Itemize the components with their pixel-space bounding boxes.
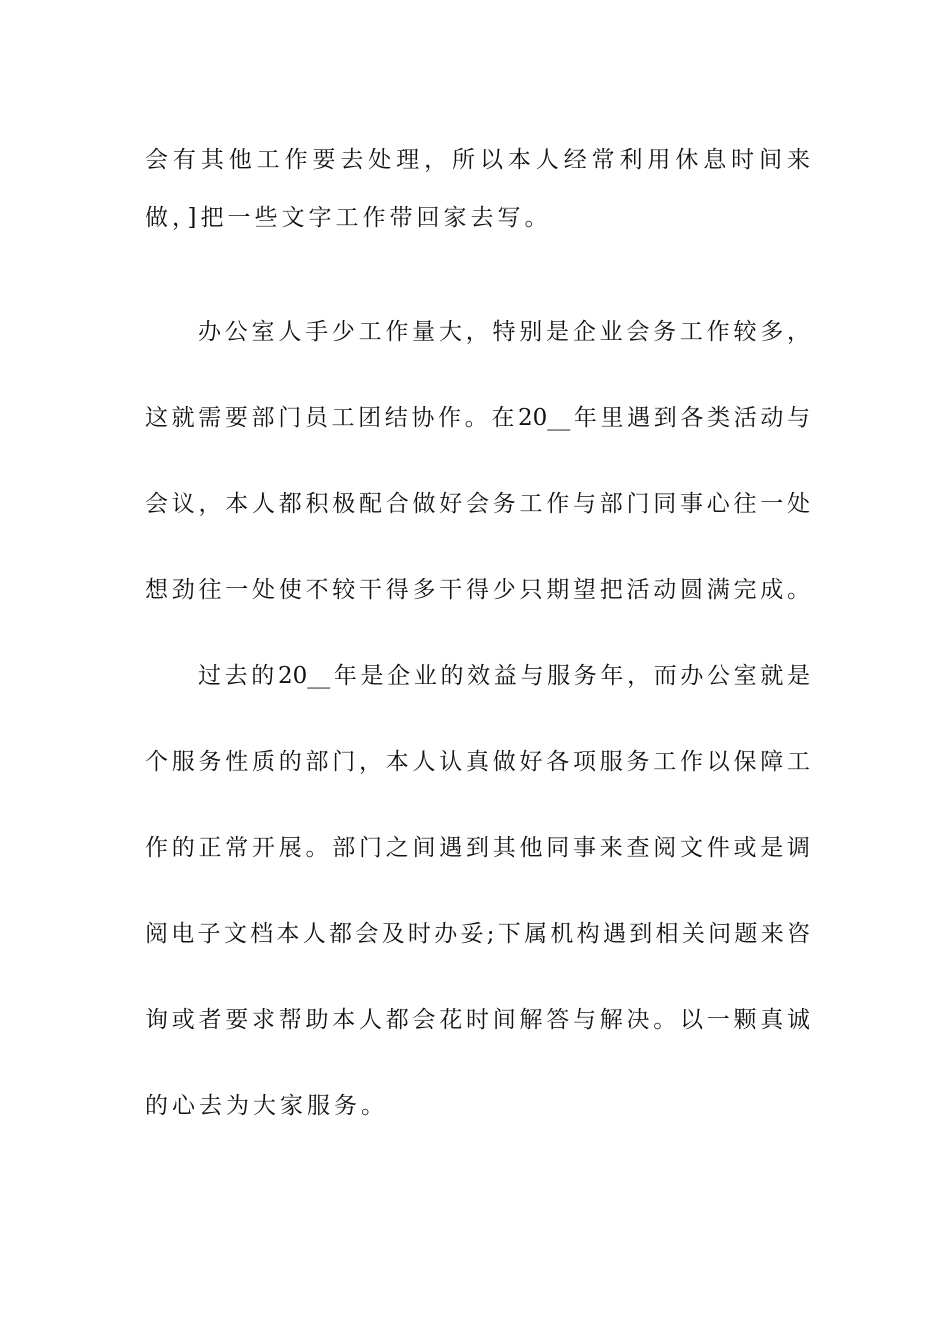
paragraph-1-line-1: 会有其他工作要去处理，所以本人经常利用休息时间来: [145, 147, 810, 173]
paragraph-3-line-3: 作的正常开展。部门之间遇到其他同事来查阅文件或是调: [145, 835, 810, 861]
paragraph-2-line-3: 会议，本人都积极配合做好会务工作与部门同事心往一处: [145, 491, 810, 517]
paragraph-1-line-2: 做，]把一些文字工作带回家去写。: [145, 205, 552, 231]
paragraph-3-line-6: 的心去为大家服务。: [145, 1093, 388, 1119]
paragraph-2-line-1: 办公室人手少工作量大，特别是企业会务工作较多，: [198, 319, 810, 345]
paragraph-3-line-2: 个服务性质的部门，本人认真做好各项服务工作以保障工: [145, 749, 810, 775]
paragraph-3-line-4: 阅电子文档本人都会及时办妥;下属机构遇到相关问题来咨: [145, 921, 810, 947]
paragraph-2-line-2: 这就需要部门员工团结协作。在20__年里遇到各类活动与: [145, 405, 810, 431]
paragraph-3-line-5: 询或者要求帮助本人都会花时间解答与解决。以一颗真诚: [145, 1007, 810, 1033]
paragraph-3-line-1: 过去的20__年是企业的效益与服务年，而办公室就是: [198, 663, 810, 689]
paragraph-2-line-4: 想劲往一处使不较干得多干得少只期望把活动圆满完成。: [145, 577, 810, 603]
